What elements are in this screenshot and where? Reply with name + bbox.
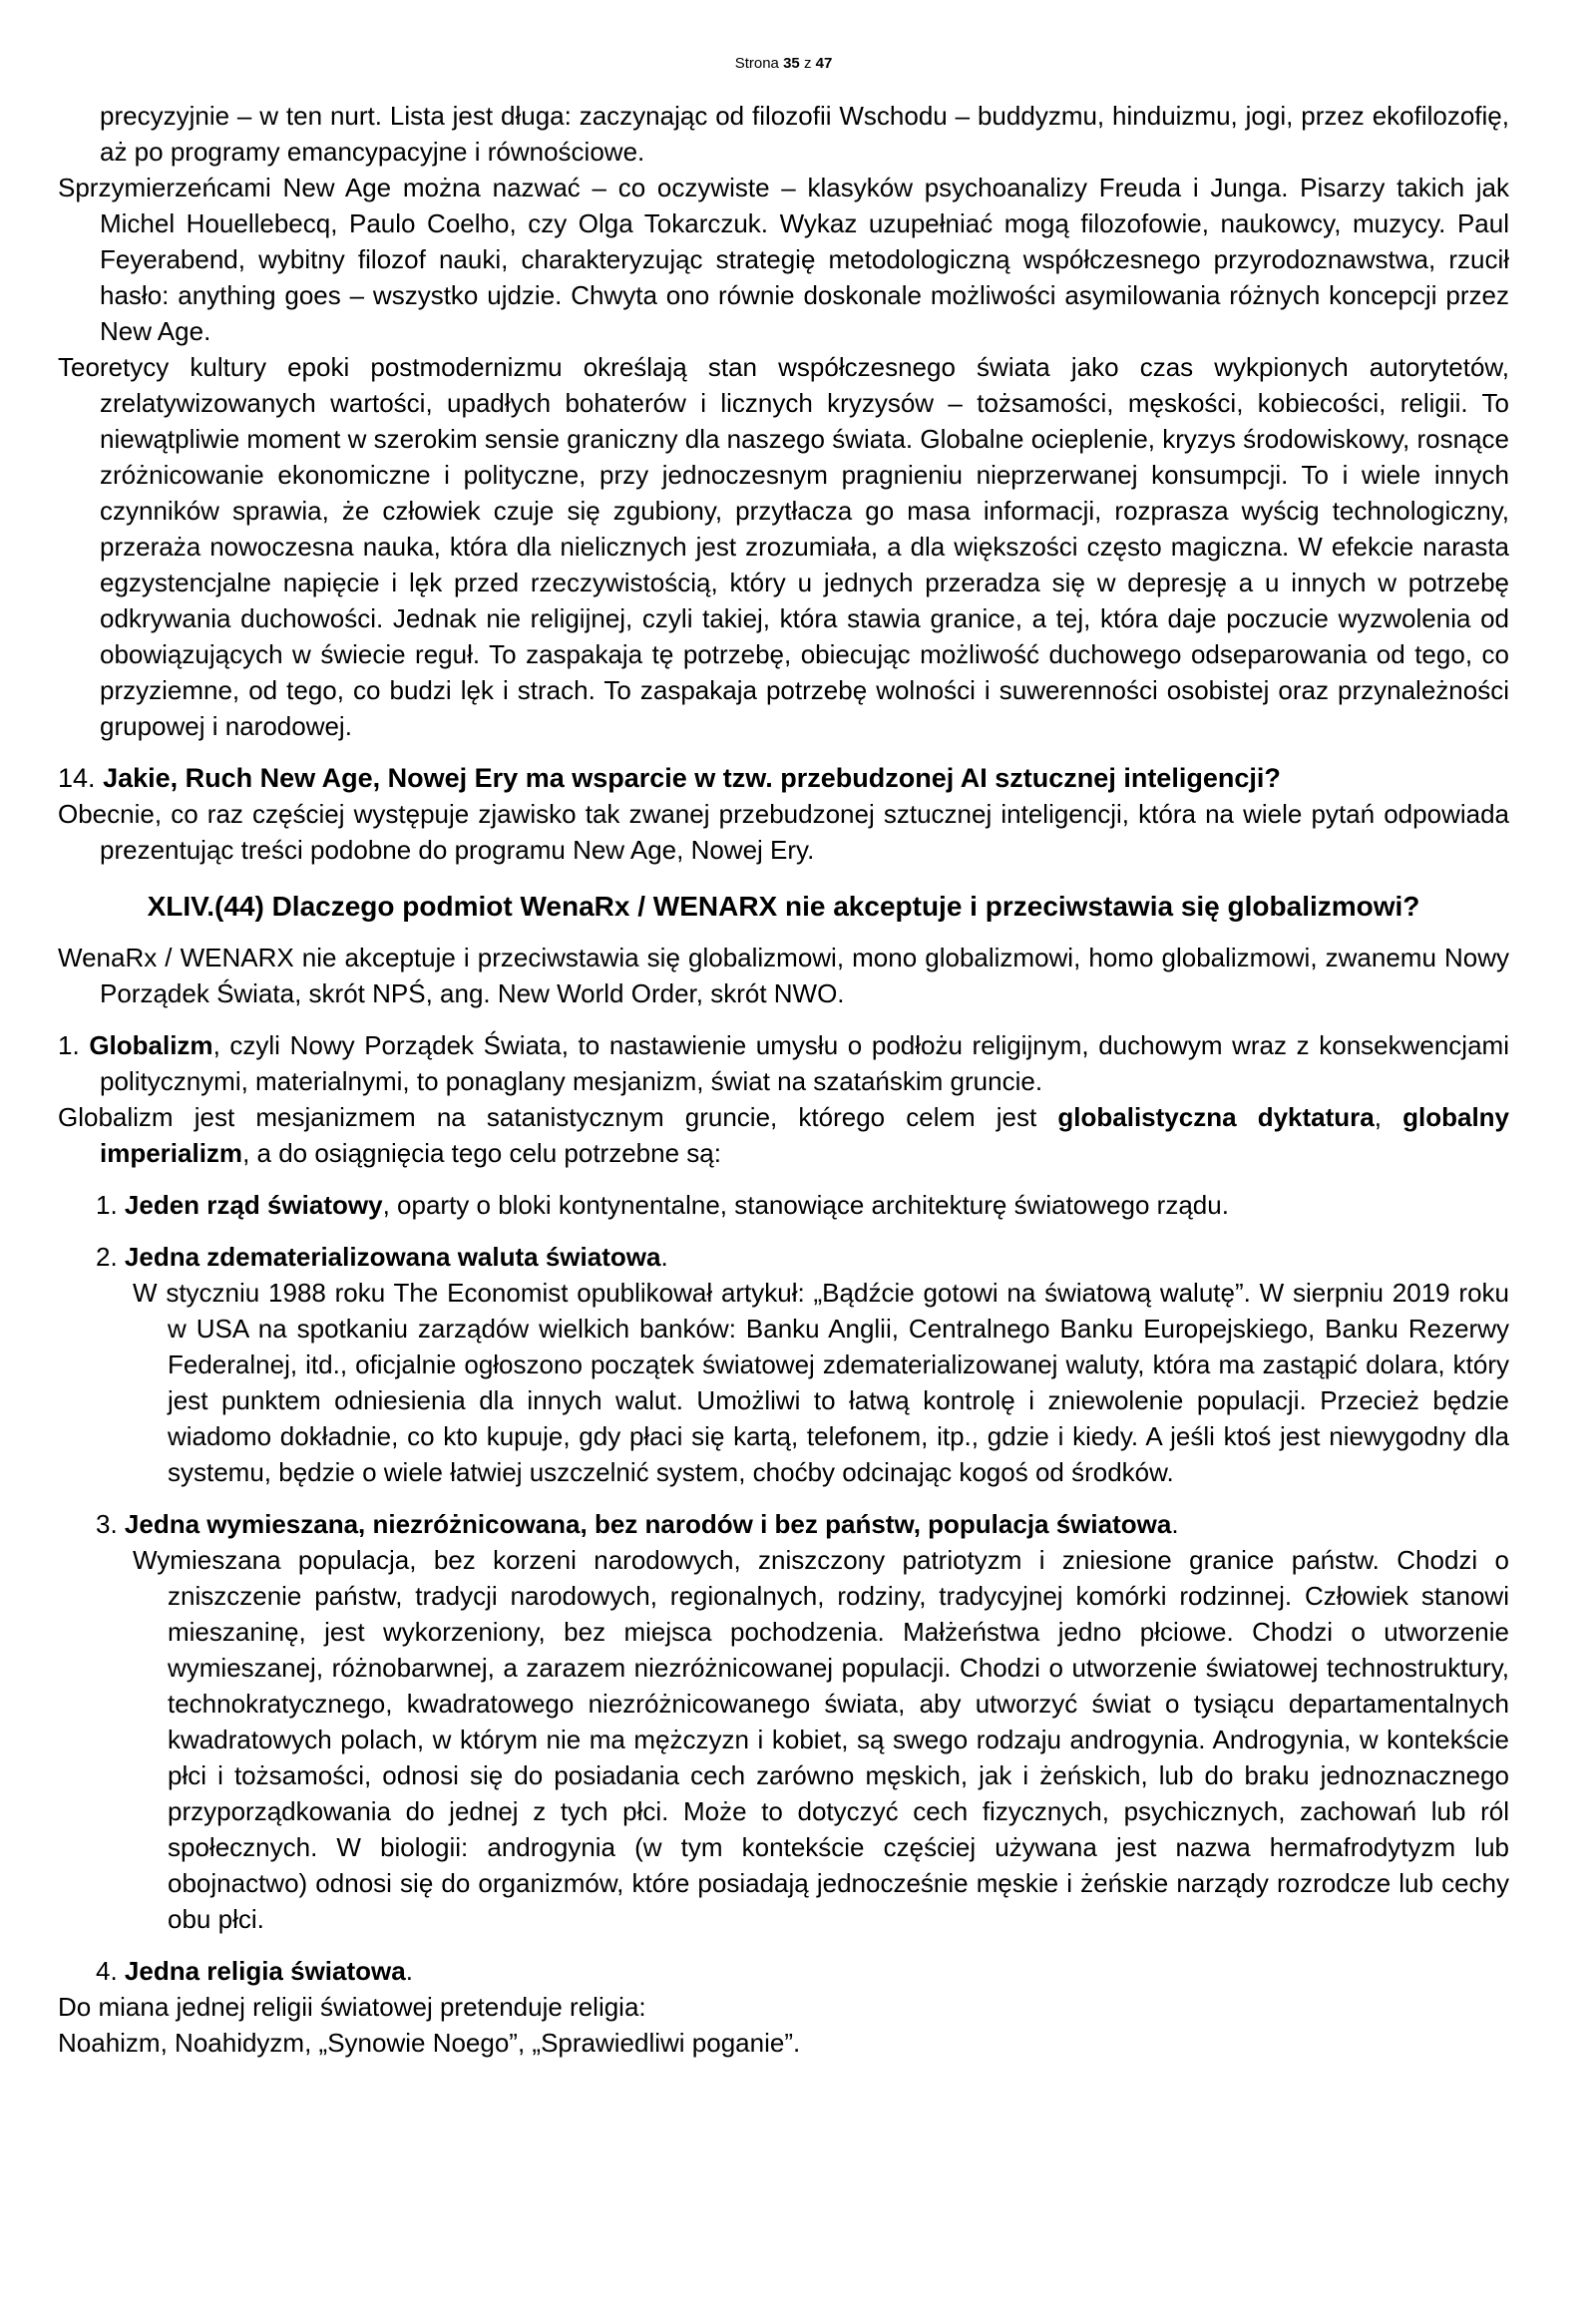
item-number: 1. bbox=[58, 1030, 80, 1060]
paragraph-question-14-answer bbox=[58, 796, 1509, 868]
question-14-heading bbox=[58, 760, 1509, 796]
paragraph-text: Globalizm jest mesjanizmem na satanistycznym gruncie, którego celem jest bbox=[58, 1102, 1058, 1132]
goal-title: Jeden rząd światowy bbox=[124, 1190, 383, 1220]
paragraph-goal-2-detail bbox=[58, 1275, 1509, 1490]
paragraph-wenarx-globalism bbox=[58, 940, 1509, 1011]
question-number: 14. bbox=[58, 763, 96, 793]
paragraph-text: Teoretycy kultury epoki postmodernizmu określają stan współczesnego świata jako czas wykpionych autorytetów, zrelatywizowanych wartości, upadłych bohaterów i licznych kryzysów – tożsamości, męskości, kobiecości, religii. To niewątpliwie moment w szerokim sensie graniczny dla naszego świata. Globalne ocieplenie, kryzys środowiskowy, rosnące zróżnicowanie ekonomiczne i polityczne, przy jednoczesnym pragnieniu nieprzerwanej konsumpcji. To i wiele innych czynników sprawia, że człowiek czuje się zgubiony, przytłacza go masa informacji, rozprasza wyścig technologiczny, przeraża nowoczesna nauka, która dla nielicznych jest zrozumiała, a dla większości często magiczna. W efekcie narasta egzystencjalne napięcie i lęk przed rzeczywistością, który u jednych przeradza się w depresję a u innych w potrzebę odkrywania duchowości. Jednak nie religijnej, czyli takiej, która stawia granice, a tej, która daje poczucie wyzwolenia od obowiązujących w świecie reguł. To zaspakaja tę potrzebę, obiecując możliwość duchowego odseparowania od tego, co przyziemne, od tego, co budzi lęk i strach. To zaspakaja potrzebę wolności i suwerenności osobistej oraz przynależności grupowej i narodowej. bbox=[58, 352, 1509, 741]
paragraph-text: Do miana jednej religii światowej pretenduje religia: bbox=[58, 1992, 646, 2022]
goal-text: . bbox=[405, 1956, 413, 1986]
paragraph-text: precyzyjnie – w ten nurt. Lista jest długa: zaczynając od filozofii Wschodu – buddyzmu, hinduizmu, jogi, przez ekofilozofię, aż po programy emancypacyjne i równościowe. bbox=[100, 101, 1509, 167]
document-page bbox=[0, 54, 1596, 2061]
paragraph-postmodernism bbox=[58, 349, 1509, 744]
paragraph-text: W styczniu 1988 roku The Economist opublikował artykuł: „Bądźcie gotowi na światową walutę”. W sierpniu 2019 roku w USA na spotkaniu zarządów wielkich banków: Banku Anglii, Centralnego Banku Europejskiego, Banku Rezerwy Federalnej, itd., oficjalnie ogłoszono początek światowej zdematerializowanej waluty, która ma zastąpić dolara, który jest punktem odniesienia dla innych walut. Umożliwi to łatwą kontrolę i zniewolenie populacji. Przecież będzie wiadomo dokładnie, co kto kupuje, gdy płaci się kartą, telefonem, itp., gdzie i kiedy. A jeśli ktoś jest niewygodny dla systemu, będzie o wiele łatwiej uszczelnić system, choćby odcinając kogoś od środków. bbox=[133, 1278, 1509, 1487]
goal-title: Jedna wymieszana, niezróżnicowana, bez narodów i bez państw, populacja światowa bbox=[124, 1509, 1172, 1539]
paragraph-text: Wymieszana populacja, bez korzeni narodowych, zniszczony patriotyzm i zniesione granice państw. Chodzi o zniszczenie państw, tradycji narodowych, regionalnych, rodziny, tradycyjnej komórki rodzinnej. Człowiek stanowi mieszaninę, jest wykorzeniony, bez miejsca pochodzenia. Małżeństwa jedno płciowe. Chodzi o utworzenie wymieszanej, różnobarwnej, a zarazem niezróżnicowanej populacji. Chodzi o utworzenie światowej technostruktury, technokratycznego, kwadratowego niezróżnicowanego świata, aby utworzyć świat o tysiącu departamentalnych kwadratowych polach, w którym nie ma mężczyzn i kobiet, są swego rodzaju androgynia. Androgynia, w kontekście płci i tożsamości, odnosi się do posiadania cech zarówno męskich, jak i żeńskich, lub do braku jednoznacznego przyporządkowania do jednej z tych płci. Może to dotyczyć cech fizycznych, psychicznych, zachowań lub ról społecznych. W biologii: androgynia (w tym kontekście częściej używana jest nazwa hermafrodytyzm lub obojnactwo) odnosi się do organizmów, które posiadają jednocześnie męskie i żeńskie narządy rozrodcze lub cechy obu płci. bbox=[133, 1545, 1509, 1934]
paragraph-text: Obecnie, co raz częściej występuje zjawisko tak zwanej przebudzonej sztucznej inteligencji, która na wiele pytań odpowiada prezentując treści podobne do programu New Age, Nowej Ery. bbox=[58, 799, 1509, 865]
goal-item-3 bbox=[58, 1506, 1509, 1542]
term-globalizm: Globalizm bbox=[89, 1030, 213, 1060]
term-global-imperialism: globalny imperializm bbox=[100, 1102, 1510, 1168]
paragraph-one-religion-candidates bbox=[58, 2025, 1509, 2061]
item-globalism-definition bbox=[58, 1027, 1509, 1099]
page-number bbox=[58, 54, 1509, 74]
chapter-title: XLIV.(44) Dlaczego podmiot WenaRx / WENARX nie akceptuje i przeciwstawia się globalizmowi? bbox=[147, 891, 1420, 922]
goal-number: 2. bbox=[96, 1242, 118, 1272]
goal-number: 3. bbox=[96, 1509, 118, 1539]
goal-item-1 bbox=[58, 1187, 1509, 1223]
item-text: , czyli Nowy Porządek Świata, to nastawienie umysłu o podłożu religijnym, duchowym wraz z konsekwencjami politycznymi, materialnymi, to ponaglany mesjanizm, świat na szatańskim gruncie. bbox=[100, 1030, 1509, 1096]
paragraph-text: Noahizm, Noahidyzm, „Synowie Noego”, „Sprawiedliwi poganie”. bbox=[58, 2028, 801, 2058]
paragraph-text: , bbox=[1374, 1102, 1403, 1132]
paragraph-intro-continuation bbox=[58, 98, 1509, 170]
term-globalist-dictatorship: globalistyczna dyktatura bbox=[1057, 1102, 1375, 1132]
page-number-total: 47 bbox=[815, 55, 833, 72]
goal-title: Jedna religia światowa bbox=[124, 1956, 406, 1986]
page-number-current: 35 bbox=[783, 55, 800, 72]
paragraph-goal-3-detail bbox=[58, 1542, 1509, 1937]
chapter-heading bbox=[58, 889, 1509, 925]
question-title: Jakie, Ruch New Age, Nowej Ery ma wsparcie w tzw. przebudzonej AI sztucznej inteligencji? bbox=[103, 763, 1281, 793]
goal-item-4 bbox=[58, 1953, 1509, 1989]
goal-text: , oparty o bloki kontynentalne, stanowiące architekturę światowego rządu. bbox=[382, 1190, 1229, 1220]
paragraph-text: WenaRx / WENARX nie akceptuje i przeciwstawia się globalizmowi, mono globalizmowi, homo globalizmowi, zwanemu Nowy Porządek Świata, skrót NPŚ, ang. New World Order, skrót NWO. bbox=[58, 943, 1509, 1008]
goal-title: Jedna zdematerializowana waluta światowa bbox=[124, 1242, 661, 1272]
paragraph-text: , a do osiągnięcia tego celu potrzebne są: bbox=[242, 1138, 721, 1168]
paragraph-one-religion-intro bbox=[58, 1989, 1509, 2025]
goal-text: . bbox=[1171, 1509, 1179, 1539]
goal-item-2 bbox=[58, 1239, 1509, 1275]
paragraph-globalism-messianism bbox=[58, 1099, 1509, 1171]
goal-text: . bbox=[660, 1242, 668, 1272]
page-number-separator: z bbox=[803, 55, 812, 72]
goal-number: 4. bbox=[96, 1956, 118, 1986]
page-number-prefix: Strona bbox=[734, 55, 779, 72]
paragraph-text: Sprzymierzeńcami New Age można nazwać – co oczywiste – klasyków psychoanalizy Freuda i Junga. Pisarzy takich jak Michel Houellebecq, Paulo Coelho, czy Olga Tokarczuk. Wykaz uzupełniać mogą filozofowie, naukowcy, muzycy. Paul Feyerabend, wybitny filozof nauki, charakteryzując strategię metodologiczną współczesnego przyrodoznawstwa, rzucił hasło: anything goes – wszystko ujdzie. Chwyta ono równie doskonale możliwości asymilowania różnych koncepcji przez New Age. bbox=[58, 173, 1509, 346]
paragraph-new-age-allies bbox=[58, 170, 1509, 349]
goal-number: 1. bbox=[96, 1190, 118, 1220]
